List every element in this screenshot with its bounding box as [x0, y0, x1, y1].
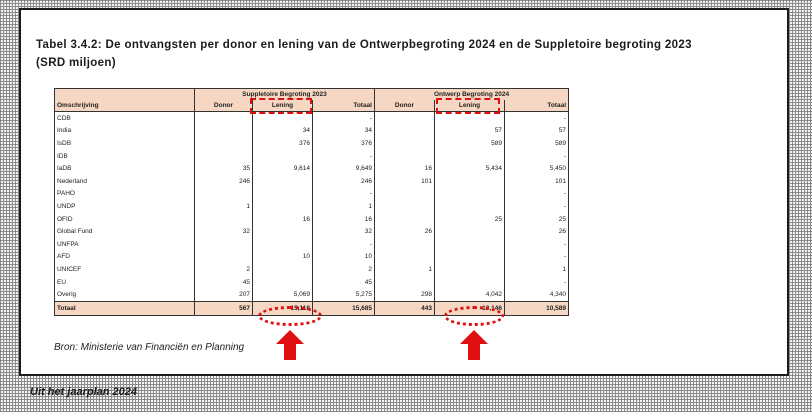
table-cell: 34	[253, 125, 313, 138]
table-cell: -	[505, 251, 569, 264]
table-cell	[435, 251, 505, 264]
table-cell	[253, 263, 313, 276]
table-cell	[195, 150, 253, 163]
row-label: OFID	[55, 213, 195, 226]
table-cell: 1	[195, 200, 253, 213]
table-cell: 25	[505, 213, 569, 226]
table-cell: 26	[375, 225, 435, 238]
table-row	[55, 213, 569, 226]
col-header-lening-2024: Lening	[435, 100, 505, 112]
table-cell: -	[313, 112, 375, 125]
col-header-omschrijving: Omschrijving	[55, 100, 195, 112]
table-row	[55, 137, 569, 150]
table-cell	[435, 225, 505, 238]
table-cell: 5,450	[505, 162, 569, 175]
total-cell: 10,146	[435, 301, 505, 315]
total-cell: 15,685	[313, 301, 375, 315]
table-cell	[195, 238, 253, 251]
table-row	[55, 276, 569, 289]
table-cell	[195, 137, 253, 150]
table-cell	[253, 225, 313, 238]
table-cell: 32	[313, 225, 375, 238]
table-row	[55, 238, 569, 251]
table-cell: -	[505, 112, 569, 125]
table-cell: 589	[505, 137, 569, 150]
table-cell: 57	[505, 125, 569, 138]
table-cell: 376	[253, 137, 313, 150]
table-cell	[435, 263, 505, 276]
table-cell: -	[313, 238, 375, 251]
table-cell	[435, 150, 505, 163]
table-cell: 57	[435, 125, 505, 138]
table-cell: 101	[505, 175, 569, 188]
table-cell	[435, 238, 505, 251]
row-label: IaDB	[55, 162, 195, 175]
table-cell	[253, 150, 313, 163]
table-cell	[435, 276, 505, 289]
title-line-1: Tabel 3.4.2: De ontvangsten per donor en lening van de Ontwerpbegroting 2024 en de Suppletoire begroting 2023	[36, 39, 692, 51]
table-cell: 16	[253, 213, 313, 226]
data-table	[54, 88, 569, 316]
table-cell: 32	[195, 225, 253, 238]
table-cell: 5,275	[313, 288, 375, 301]
table-title	[36, 36, 766, 72]
table-row	[55, 175, 569, 188]
table-row	[55, 263, 569, 276]
table-cell	[375, 112, 435, 125]
row-label: UNICEF	[55, 263, 195, 276]
row-label: Nederland	[55, 175, 195, 188]
row-label: UNFPA	[55, 238, 195, 251]
table-cell: 16	[313, 213, 375, 226]
total-cell: 443	[375, 301, 435, 315]
col-header-totaal-2023: Totaal	[313, 100, 375, 112]
table-cell	[375, 200, 435, 213]
table-cell: 298	[375, 288, 435, 301]
table-cell: -	[313, 150, 375, 163]
table-cell	[253, 238, 313, 251]
table-cell: 45	[195, 276, 253, 289]
table-cell	[375, 213, 435, 226]
table-cell: 34	[313, 125, 375, 138]
table-cell: 1	[313, 200, 375, 213]
group-header-ontwerp: Ontwerp Begroting 2024	[375, 89, 569, 101]
table-cell	[253, 276, 313, 289]
row-label: IsDB	[55, 137, 195, 150]
table-cell	[375, 251, 435, 264]
title-line-2: (SRD miljoen)	[36, 57, 116, 69]
table-cell: 5,434	[435, 162, 505, 175]
table-cell: -	[505, 238, 569, 251]
table-cell: 10	[253, 251, 313, 264]
row-label: India	[55, 125, 195, 138]
table-cell: 16	[375, 162, 435, 175]
table-row	[55, 200, 569, 213]
table-cell: 25	[435, 213, 505, 226]
total-label: Totaal	[55, 301, 195, 315]
row-label: CDB	[55, 112, 195, 125]
table-row	[55, 150, 569, 163]
table-cell	[253, 188, 313, 201]
arrow-up-icon	[276, 330, 304, 360]
row-label: Overig	[55, 288, 195, 301]
table-cell: 376	[313, 137, 375, 150]
arrow-up-icon	[460, 330, 488, 360]
row-label: AFD	[55, 251, 195, 264]
table-row	[55, 125, 569, 138]
caption: Uit het jaarplan 2024	[30, 386, 137, 398]
table-cell	[375, 238, 435, 251]
table-cell	[253, 200, 313, 213]
table-cell	[195, 125, 253, 138]
table-cell: -	[313, 188, 375, 201]
table-cell: 246	[195, 175, 253, 188]
table-cell: 35	[195, 162, 253, 175]
table-cell: -	[505, 200, 569, 213]
total-highlight-2023	[258, 306, 322, 326]
table-cell: -	[505, 188, 569, 201]
table-cell	[195, 112, 253, 125]
row-label: Global Fund	[55, 225, 195, 238]
table-row	[55, 162, 569, 175]
total-cell: 15,118	[253, 301, 313, 315]
table-cell: 101	[375, 175, 435, 188]
total-cell: 567	[195, 301, 253, 315]
blank-corner	[55, 89, 195, 101]
table-row	[55, 288, 569, 301]
table-cell: 1	[375, 263, 435, 276]
table-cell	[375, 137, 435, 150]
table-cell	[375, 276, 435, 289]
table-cell	[253, 175, 313, 188]
table-cell: 26	[505, 225, 569, 238]
table-cell: 4,042	[435, 288, 505, 301]
table-cell: 207	[195, 288, 253, 301]
table-cell	[195, 188, 253, 201]
table-cell: 2	[313, 263, 375, 276]
table-cell: -	[505, 276, 569, 289]
table-cell: 9,649	[313, 162, 375, 175]
table-row	[55, 251, 569, 264]
table-cell: 9,614	[253, 162, 313, 175]
table-cell: -	[505, 150, 569, 163]
table-cell	[435, 188, 505, 201]
total-cell: 10,589	[505, 301, 569, 315]
row-label: EU	[55, 276, 195, 289]
table-row	[55, 188, 569, 201]
col-header-donor-2024: Donor	[375, 100, 435, 112]
row-label: UNDP	[55, 200, 195, 213]
lening-highlight-2024	[436, 98, 500, 114]
row-label: PAHO	[55, 188, 195, 201]
col-header-lening-2023: Lening	[253, 100, 313, 112]
table-cell: 589	[435, 137, 505, 150]
table-cell	[195, 213, 253, 226]
total-highlight-2024	[444, 306, 504, 326]
table-cell	[375, 150, 435, 163]
table-cell	[195, 251, 253, 264]
table-cell: 1	[505, 263, 569, 276]
table-cell: 5,069	[253, 288, 313, 301]
col-header-totaal-2024: Totaal	[505, 100, 569, 112]
row-label: IDB	[55, 150, 195, 163]
table-cell: 4,340	[505, 288, 569, 301]
table-row	[55, 225, 569, 238]
col-header-donor-2023: Donor	[195, 100, 253, 112]
table-cell	[375, 188, 435, 201]
table-cell	[375, 125, 435, 138]
source-note: Bron: Ministerie van Financiën en Planning	[54, 342, 245, 353]
lening-highlight-2023	[250, 98, 312, 114]
table-cell: 246	[313, 175, 375, 188]
table-cell: 45	[313, 276, 375, 289]
table-cell	[435, 175, 505, 188]
table-cell	[435, 200, 505, 213]
group-header-suppletoire: Suppletoire Begroting 2023	[195, 89, 375, 101]
table-cell: 2	[195, 263, 253, 276]
table-cell: 10	[313, 251, 375, 264]
